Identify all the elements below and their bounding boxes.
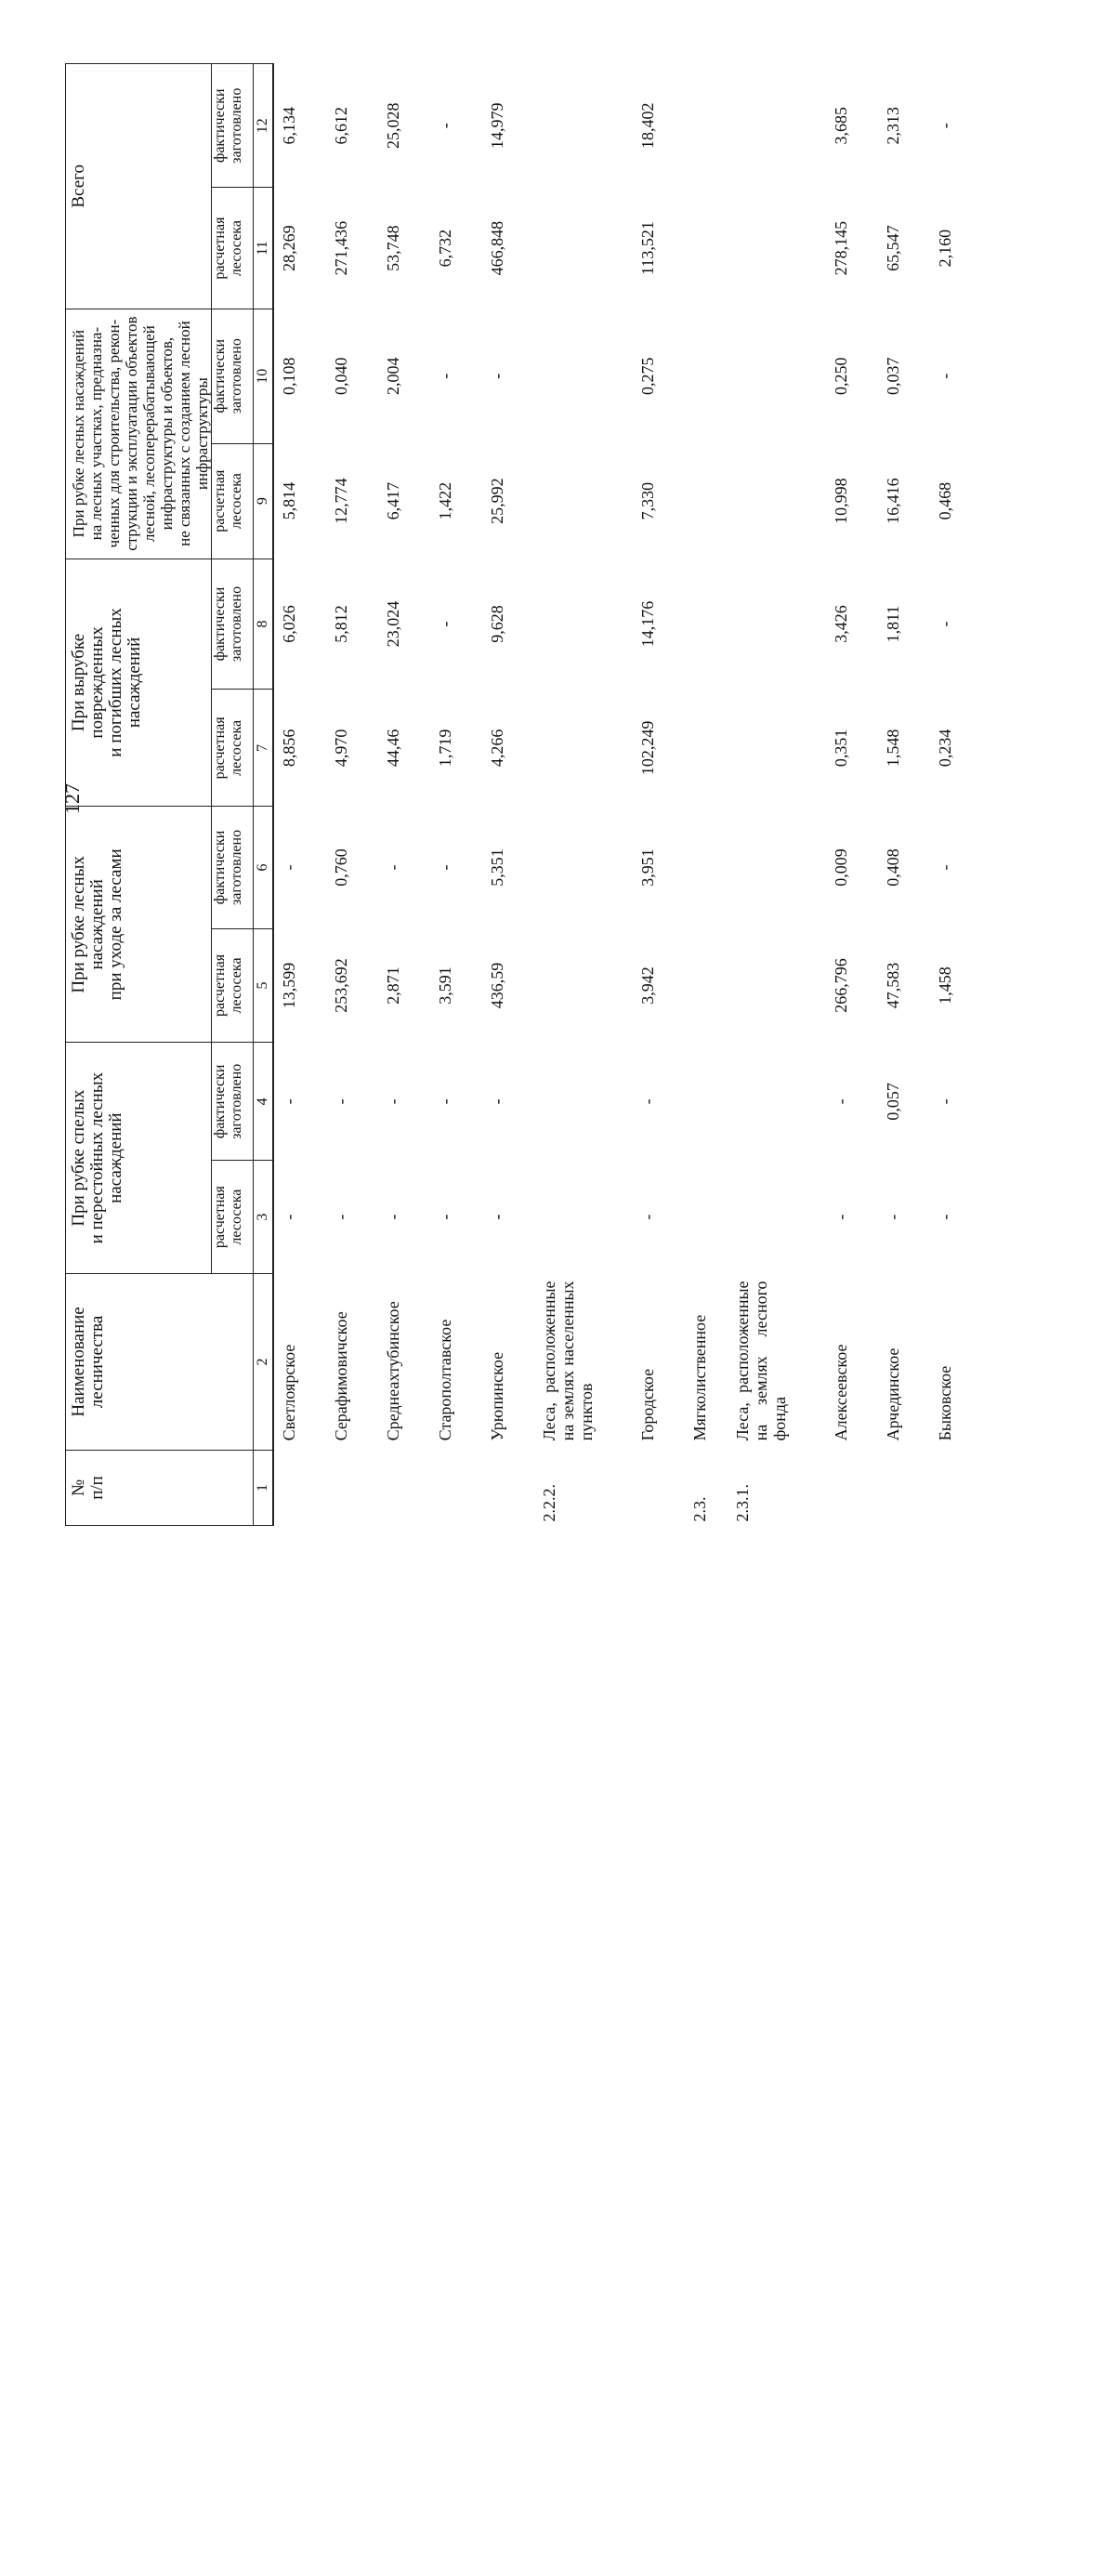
value-cell: 13,599 bbox=[280, 962, 298, 1009]
value-cell bbox=[534, 807, 633, 928]
value-cell: - bbox=[280, 1098, 298, 1105]
value-cell: - bbox=[832, 1098, 850, 1105]
table-row bbox=[534, 64, 633, 1526]
row-number: 2.3. bbox=[690, 1496, 709, 1522]
subheader-planned: расчетная лесосека bbox=[212, 188, 254, 309]
column-number: 12 bbox=[254, 64, 274, 188]
value-cell: 1,811 bbox=[884, 605, 902, 643]
value-cell bbox=[685, 807, 728, 928]
value-cell: 5,812 bbox=[332, 605, 350, 643]
subheader-actual: фактически заготовлено bbox=[212, 309, 254, 443]
value-cell: 14,979 bbox=[488, 102, 506, 149]
forestry-name: Быковское bbox=[936, 1365, 954, 1441]
row-number bbox=[482, 1450, 534, 1525]
value-cell bbox=[685, 64, 728, 188]
column-number: 11 bbox=[254, 188, 274, 309]
value-cell: - bbox=[280, 864, 298, 871]
column-number: 7 bbox=[254, 690, 274, 807]
table-row bbox=[378, 64, 430, 1526]
table-row bbox=[728, 64, 826, 1526]
value-cell: - bbox=[832, 1214, 850, 1220]
value-cell: 3,942 bbox=[638, 966, 657, 1005]
value-cell bbox=[685, 559, 728, 690]
value-cell: 4,266 bbox=[488, 729, 506, 768]
value-cell: - bbox=[638, 1214, 657, 1220]
value-cell: 44,46 bbox=[384, 729, 402, 768]
subheader-planned: расчетная лесосека bbox=[212, 928, 254, 1043]
value-cell: 0,275 bbox=[638, 357, 657, 395]
value-cell bbox=[685, 188, 728, 309]
row-number bbox=[273, 1450, 326, 1525]
value-cell: 53,748 bbox=[384, 225, 402, 271]
subheader-planned: расчетная лесосека bbox=[212, 443, 254, 559]
row-number bbox=[826, 1450, 878, 1525]
table-row bbox=[633, 64, 685, 1526]
column-number: 2 bbox=[254, 1273, 274, 1450]
header-number: № п/п bbox=[66, 1450, 254, 1525]
value-cell bbox=[534, 443, 633, 559]
value-cell: 0,351 bbox=[832, 729, 850, 768]
subheader-actual: фактически заготовлено bbox=[212, 807, 254, 928]
value-cell: 3,591 bbox=[436, 966, 454, 1005]
value-cell bbox=[685, 928, 728, 1043]
value-cell: 6,417 bbox=[384, 481, 402, 520]
table-row bbox=[685, 64, 728, 1526]
value-cell: 5,814 bbox=[280, 481, 298, 520]
value-cell: - bbox=[936, 1098, 954, 1105]
value-cell: - bbox=[884, 1214, 902, 1220]
subheader-actual: фактически заготовлено bbox=[212, 559, 254, 690]
forestry-name: Арчединское bbox=[884, 1347, 902, 1441]
value-cell bbox=[685, 1043, 728, 1161]
row-number bbox=[378, 1450, 430, 1525]
value-cell: 102,249 bbox=[638, 720, 657, 776]
value-cell: 28,269 bbox=[280, 225, 298, 271]
value-cell: 18,402 bbox=[638, 102, 657, 149]
row-number bbox=[633, 1450, 685, 1525]
value-cell: 14,176 bbox=[638, 600, 657, 648]
value-cell: - bbox=[436, 1098, 454, 1105]
table-row bbox=[430, 64, 482, 1526]
value-cell: 23,024 bbox=[384, 600, 402, 648]
header-group-care: При рубке лесных насаждений при уходе за лесами bbox=[66, 807, 212, 1043]
value-cell bbox=[534, 928, 633, 1043]
value-cell: 6,026 bbox=[280, 605, 298, 643]
value-cell: 0,009 bbox=[832, 848, 850, 887]
value-cell: 7,330 bbox=[638, 481, 657, 520]
forestry-name: Среднеахтубинское bbox=[384, 1301, 402, 1441]
value-cell: 2,160 bbox=[936, 229, 954, 268]
value-cell: - bbox=[384, 864, 402, 871]
value-cell: 16,416 bbox=[884, 478, 902, 524]
value-cell bbox=[728, 309, 826, 443]
value-cell: 0,037 bbox=[884, 357, 902, 395]
value-cell: 0,234 bbox=[936, 729, 954, 768]
column-number: 10 bbox=[254, 309, 274, 443]
rotated-page bbox=[65, 87, 1115, 2576]
forestry-name: Леса, расположенные на землях населенных пунктов bbox=[540, 1281, 596, 1441]
value-cell: 271,436 bbox=[332, 220, 350, 276]
value-cell: 1,458 bbox=[936, 966, 954, 1005]
table-row bbox=[930, 64, 982, 1526]
value-cell: 3,951 bbox=[638, 848, 657, 887]
value-cell: - bbox=[436, 123, 454, 129]
value-cell: 12,774 bbox=[332, 478, 350, 524]
forestry-name: Городское bbox=[638, 1368, 657, 1441]
column-number: 6 bbox=[254, 807, 274, 928]
table-body bbox=[273, 64, 982, 1526]
value-cell: 10,998 bbox=[832, 478, 850, 524]
value-cell bbox=[728, 690, 826, 807]
value-cell: 0,468 bbox=[936, 481, 954, 520]
row-number: 2.2.2. bbox=[540, 1484, 558, 1522]
forestry-name: Мягколиственное bbox=[690, 1314, 709, 1441]
value-cell: 0,250 bbox=[832, 357, 850, 395]
value-cell bbox=[534, 690, 633, 807]
value-cell: 25,992 bbox=[488, 478, 506, 524]
column-number-row bbox=[254, 64, 274, 1526]
forestry-name: Светлоярское bbox=[280, 1344, 298, 1441]
value-cell bbox=[728, 559, 826, 690]
row-number bbox=[930, 1450, 982, 1525]
row-number: 2.3.1. bbox=[733, 1484, 752, 1522]
subheader-planned: расчетная лесосека bbox=[212, 1161, 254, 1274]
value-cell: - bbox=[280, 1214, 298, 1220]
value-cell bbox=[728, 443, 826, 559]
value-cell bbox=[728, 64, 826, 188]
table-row bbox=[878, 64, 930, 1526]
value-cell: 9,628 bbox=[488, 605, 506, 643]
table-rotation bbox=[65, 63, 1115, 1526]
logging-table bbox=[65, 63, 982, 1526]
value-cell: 2,313 bbox=[884, 106, 902, 145]
value-cell: 6,732 bbox=[436, 229, 454, 268]
forestry-name: Алексеевское bbox=[832, 1344, 850, 1441]
header-group-damaged: При вырубке поврежденных и погибших лесных насаждений bbox=[66, 559, 212, 807]
value-cell bbox=[728, 928, 826, 1043]
value-cell bbox=[534, 559, 633, 690]
header-name: Наименование лесничества bbox=[66, 1273, 254, 1450]
value-cell: 266,796 bbox=[832, 958, 850, 1013]
value-cell: 3,685 bbox=[832, 106, 850, 145]
value-cell: - bbox=[936, 864, 954, 871]
forestry-name: Старополтавское bbox=[436, 1319, 454, 1441]
value-cell: 8,856 bbox=[280, 729, 298, 768]
value-cell: 2,871 bbox=[384, 966, 402, 1005]
value-cell: - bbox=[936, 123, 954, 129]
table-row bbox=[826, 64, 878, 1526]
value-cell: 278,145 bbox=[832, 220, 850, 276]
forestry-name: Серафимовичское bbox=[332, 1311, 350, 1441]
value-cell: 3,426 bbox=[832, 605, 850, 643]
value-cell: 253,692 bbox=[332, 958, 350, 1013]
forestry-name: Урюпинское bbox=[488, 1351, 506, 1441]
subheader-actual: фактически заготовлено bbox=[212, 64, 254, 188]
value-cell: 6,134 bbox=[280, 106, 298, 145]
column-number: 9 bbox=[254, 443, 274, 559]
value-cell: 0,040 bbox=[332, 357, 350, 395]
column-number: 8 bbox=[254, 559, 274, 690]
value-cell: - bbox=[936, 621, 954, 627]
value-cell: 6,612 bbox=[332, 106, 350, 145]
subheader-planned: расчетная лесосека bbox=[212, 690, 254, 807]
subheader-actual: фактически заготовлено bbox=[212, 1043, 254, 1161]
column-number: 5 bbox=[254, 928, 274, 1043]
column-number: 1 bbox=[254, 1450, 274, 1525]
value-cell bbox=[728, 807, 826, 928]
row-number bbox=[878, 1450, 930, 1525]
row-number bbox=[430, 1450, 482, 1525]
value-cell: - bbox=[436, 1214, 454, 1220]
value-cell: 1,422 bbox=[436, 481, 454, 520]
value-cell: - bbox=[936, 1214, 954, 1220]
header-group-total: Всего bbox=[66, 64, 212, 309]
table-row bbox=[326, 64, 378, 1526]
value-cell: 466,848 bbox=[488, 220, 506, 276]
value-cell bbox=[685, 443, 728, 559]
value-cell: - bbox=[332, 1098, 350, 1105]
value-cell: - bbox=[436, 373, 454, 379]
value-cell: 1,719 bbox=[436, 729, 454, 768]
value-cell bbox=[534, 309, 633, 443]
row-number bbox=[326, 1450, 378, 1525]
value-cell bbox=[728, 1161, 826, 1274]
value-cell bbox=[728, 188, 826, 309]
value-cell: - bbox=[436, 864, 454, 871]
table-row bbox=[482, 64, 534, 1526]
value-cell: - bbox=[638, 1098, 657, 1105]
page-number: 127 bbox=[60, 783, 84, 814]
table-row bbox=[273, 64, 326, 1526]
value-cell: 47,583 bbox=[884, 962, 902, 1009]
value-cell: - bbox=[488, 373, 506, 379]
value-cell: - bbox=[332, 1214, 350, 1220]
value-cell: - bbox=[384, 1214, 402, 1220]
value-cell: - bbox=[384, 1098, 402, 1105]
value-cell bbox=[534, 188, 633, 309]
value-cell bbox=[534, 1161, 633, 1274]
header-group-mature: При рубке спелых и перестойных лесных насаждений bbox=[66, 1043, 212, 1274]
value-cell bbox=[534, 64, 633, 188]
value-cell bbox=[728, 1043, 826, 1161]
value-cell bbox=[685, 690, 728, 807]
value-cell: - bbox=[488, 1214, 506, 1220]
value-cell: 0,108 bbox=[280, 357, 298, 395]
value-cell: 25,028 bbox=[384, 102, 402, 149]
value-cell: 1,548 bbox=[884, 729, 902, 768]
value-cell bbox=[685, 1161, 728, 1274]
value-cell: - bbox=[436, 621, 454, 627]
column-number: 3 bbox=[254, 1161, 274, 1274]
value-cell: - bbox=[936, 373, 954, 379]
forestry-name: Леса, расположенные на землях лесного фонда bbox=[733, 1281, 789, 1441]
header-group-infrastructure: При рубке лесных насаждений на лесных участках, предназна- ченных для строительства, рекон- струкции и эксплуатации объектов лесной, лесоперерабатывающей инфраструктуры и объектов, не связанных с созданием лесной инфраструктуры bbox=[66, 309, 212, 559]
value-cell: 436,59 bbox=[488, 962, 506, 1009]
value-cell: 0,760 bbox=[332, 848, 350, 887]
value-cell: - bbox=[488, 1098, 506, 1105]
value-cell: 0,057 bbox=[884, 1083, 902, 1121]
value-cell: 0,408 bbox=[884, 848, 902, 887]
value-cell: 113,521 bbox=[638, 221, 657, 275]
value-cell: 5,351 bbox=[488, 848, 506, 887]
value-cell: 2,004 bbox=[384, 357, 402, 395]
value-cell bbox=[685, 309, 728, 443]
value-cell bbox=[534, 1043, 633, 1161]
value-cell: 4,970 bbox=[332, 729, 350, 768]
column-number: 4 bbox=[254, 1043, 274, 1161]
value-cell: 65,547 bbox=[884, 225, 902, 271]
